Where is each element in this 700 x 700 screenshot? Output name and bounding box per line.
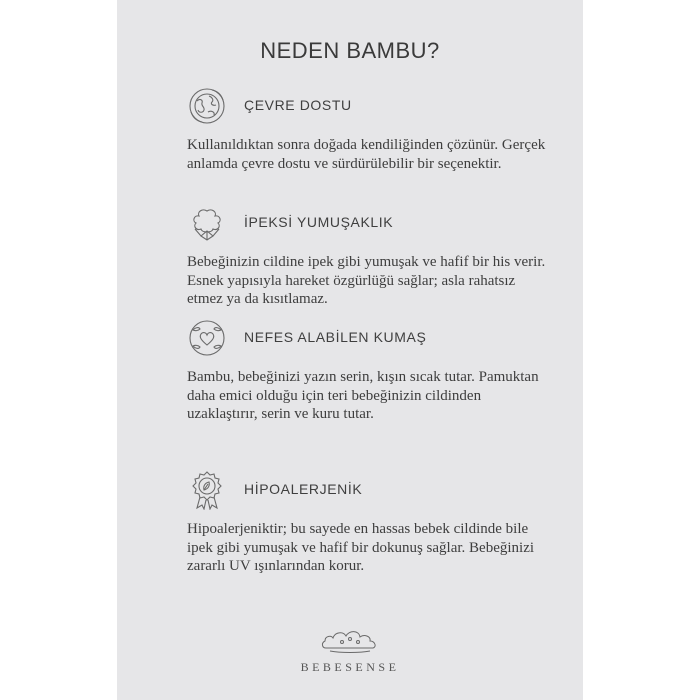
section-eco-friendly <box>187 86 547 173</box>
section-title: NEFES ALABİLEN KUMAŞ <box>244 329 427 345</box>
section-breathable-fabric <box>187 318 547 424</box>
cloud-logo-icon <box>320 628 380 654</box>
heart-leaves-icon <box>187 318 227 358</box>
globe-leaf-icon <box>187 86 227 126</box>
section-title: ÇEVRE DOSTU <box>244 97 352 113</box>
section-body: Bambu, bebeğinizi yazın serin, kışın sıcak tutar. Pamuktan daha emici olduğu için teri bebeğinizin cildinden uzaklaştırır, serin ve kuru tutar. <box>187 369 539 422</box>
page-title: NEDEN BAMBU? <box>260 38 440 63</box>
cotton-flower-icon <box>187 203 227 243</box>
brand-name: BEBESENSE <box>300 660 400 674</box>
award-badge-icon <box>187 470 227 510</box>
section-hypoallergenic <box>187 470 547 576</box>
section-body: Kullanıldıktan sonra doğada kendiliğinden çözünür. Gerçek anlamda çevre dostu ve sürdürülebilir bir seçenektir. <box>187 137 546 172</box>
section-title: İPEKSİ YUMUŞAKLIK <box>244 214 394 230</box>
section-silky-softness <box>187 203 547 309</box>
section-title: HİPOALERJENİK <box>244 481 363 497</box>
section-body: Bebeğinizin cildine ipek gibi yumuşak ve hafif bir his verir. Esnek yapısıyla hareket özgürlüğü sağlar; asla rahatsız etmez ya da kısıtlamaz. <box>187 254 546 307</box>
section-body: Hipoalerjeniktir; bu sayede en hassas bebek cildinde bile ipek gibi yumuşak ve hafif bir dokunuş sağlar. Bebeğinizi zararlı UV ışınlarından korur. <box>187 521 535 574</box>
brand-logo <box>117 628 583 675</box>
info-card <box>117 0 583 700</box>
